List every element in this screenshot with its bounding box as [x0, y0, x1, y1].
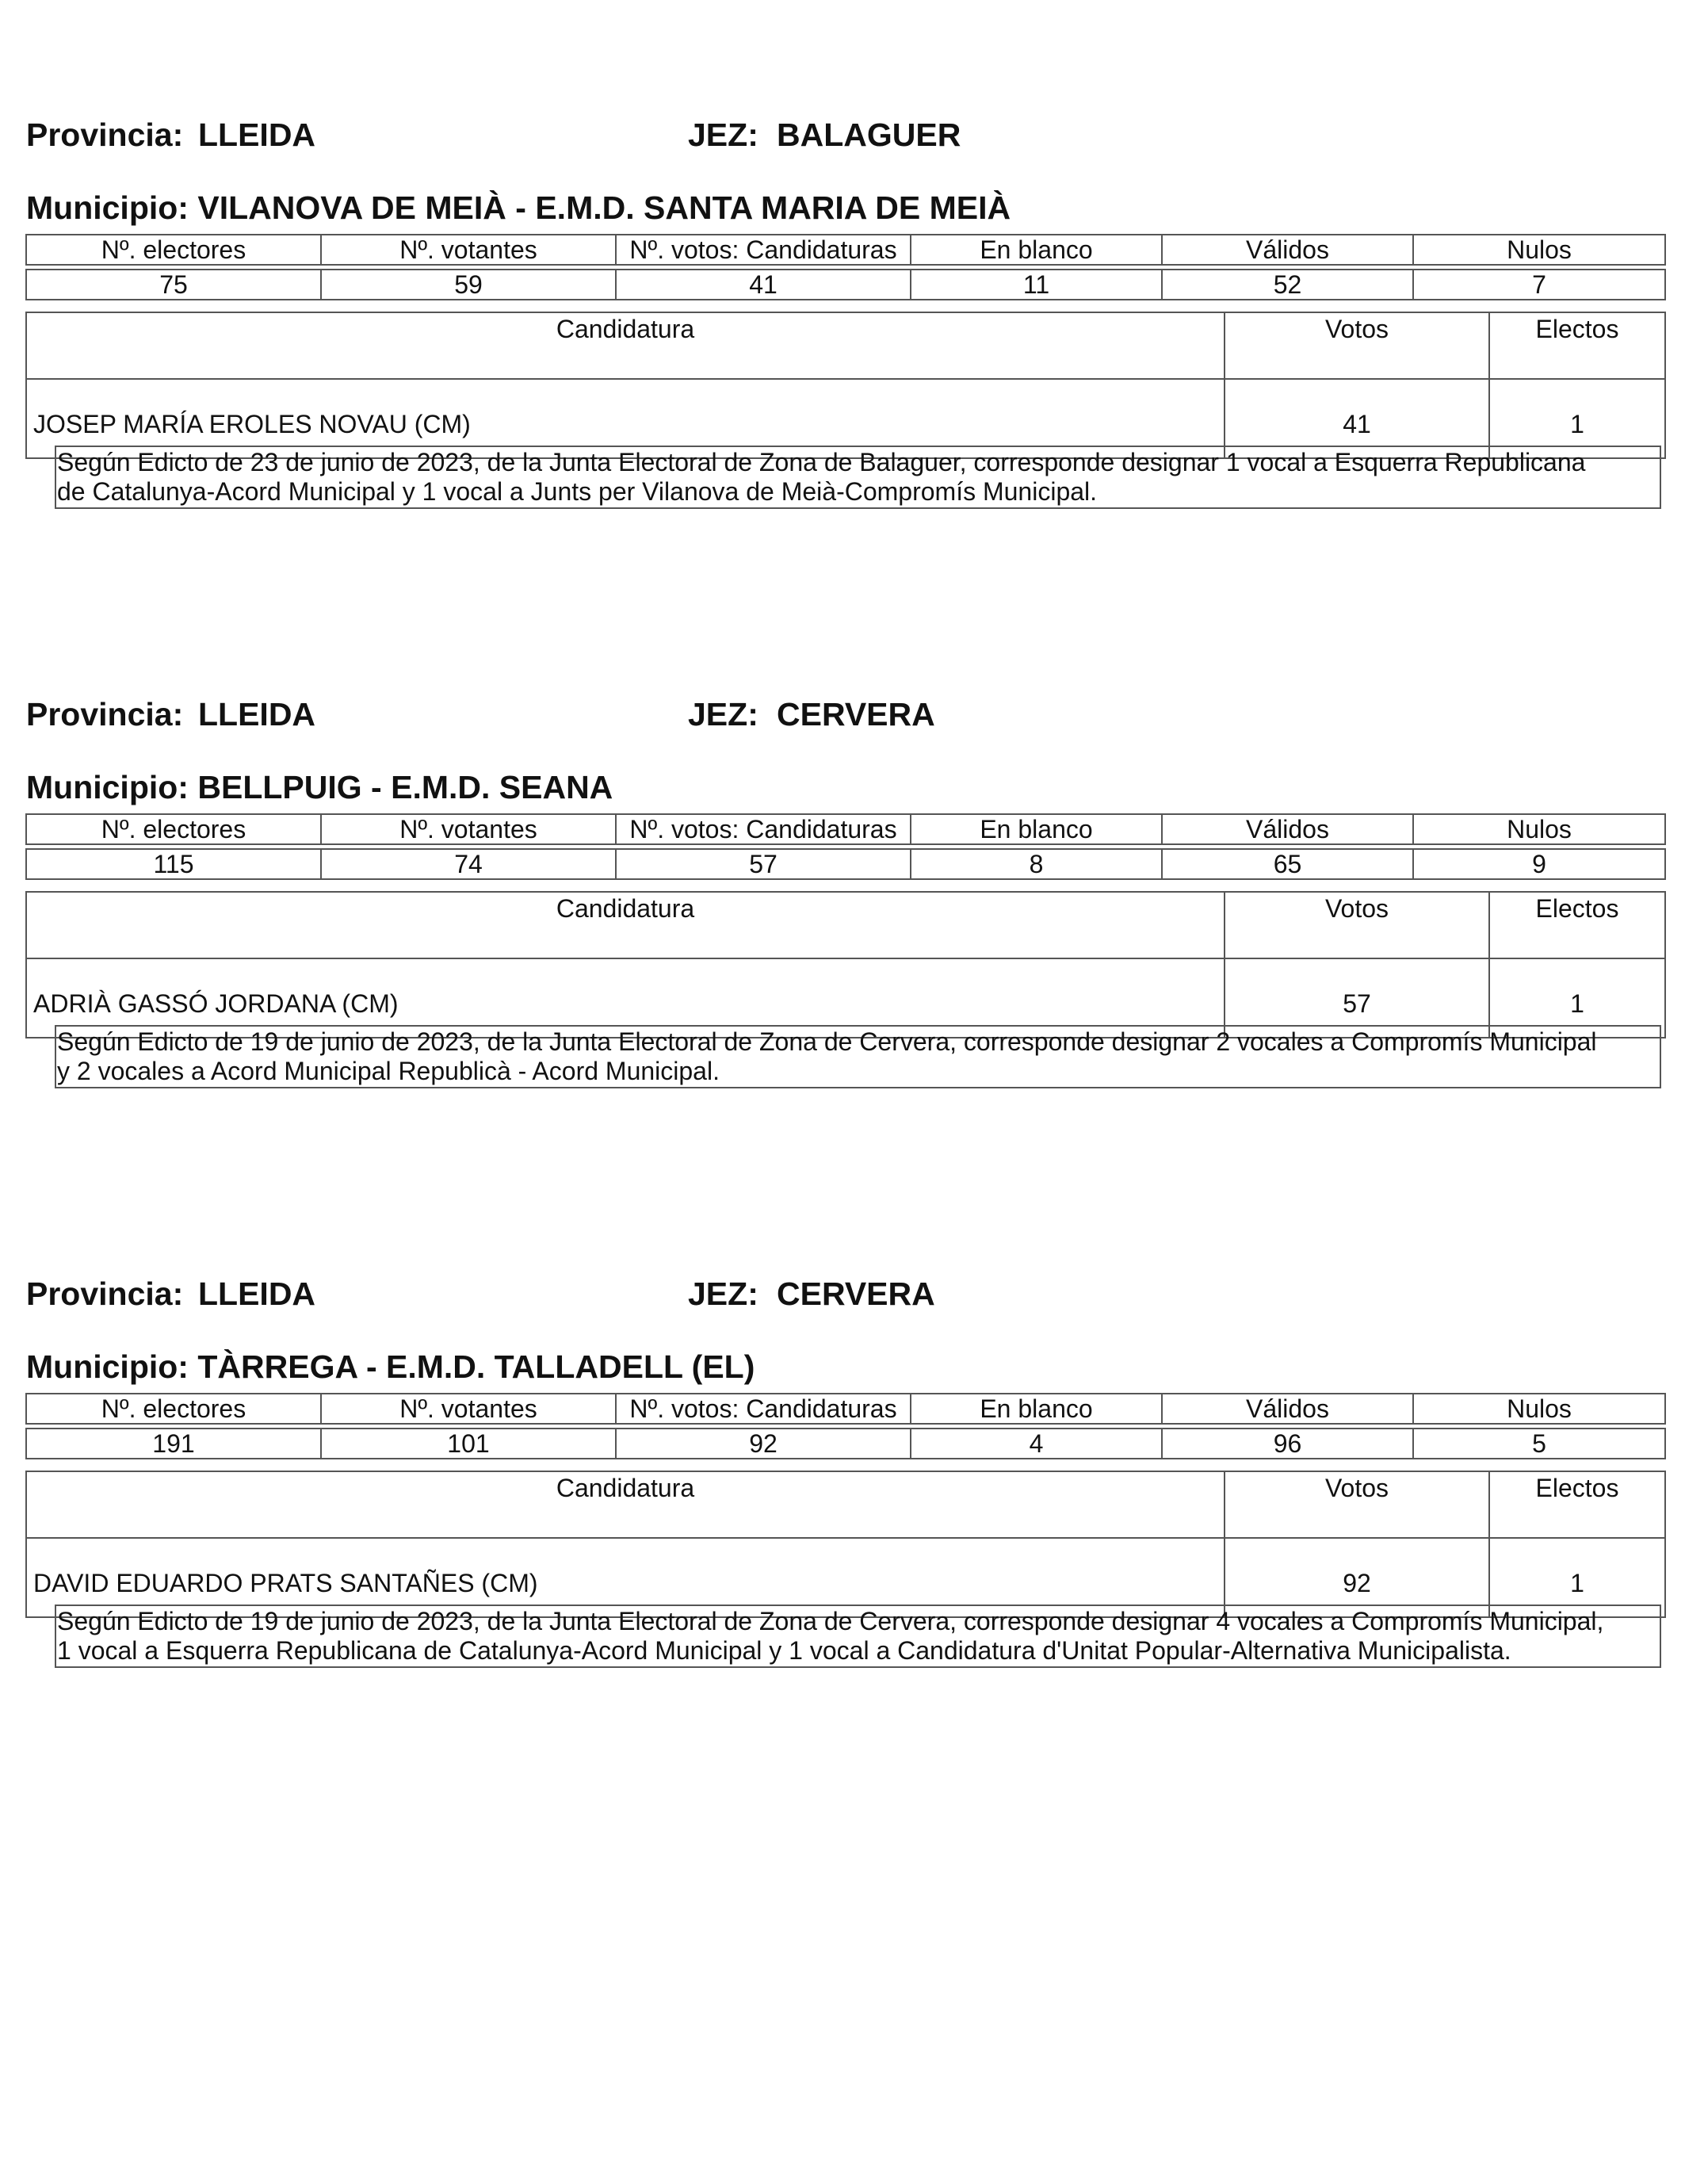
- header-votos: Votos: [1225, 312, 1489, 379]
- municipio-label: Municipio:: [26, 189, 189, 226]
- edicto-note: [55, 446, 1661, 509]
- header-electos: Electos: [1489, 1471, 1665, 1538]
- candidate-votos: 41: [1225, 379, 1489, 458]
- header-en-blanco: En blanco: [911, 1394, 1162, 1424]
- header-votos: Votos: [1225, 892, 1489, 958]
- provincia-label: Provincia:: [26, 696, 184, 732]
- cand-header-row: [26, 312, 1665, 379]
- cand-header-row: [26, 1471, 1665, 1538]
- note-line-2: de Catalunya-Acord Municipal y 1 vocal a Junts per Vilanova de Meià-Compromís Municipal.: [57, 477, 1098, 506]
- note-line-2: y 2 vocales a Acord Municipal Republicà - Acord Municipal.: [57, 1057, 720, 1085]
- value-en-blanco: 4: [911, 1429, 1162, 1459]
- header-electores: Nº. electores: [26, 1394, 321, 1424]
- header-nulos: Nulos: [1413, 1394, 1665, 1424]
- note-line-2: 1 vocal a Esquerra Republicana de Catalunya-Acord Municipal y 1 vocal a Candidatura d'Unitat Popular-Alternativa Municipalista.: [57, 1636, 1511, 1665]
- header-votantes: Nº. votantes: [321, 235, 616, 265]
- section-3: [0, 1270, 1685, 1849]
- header-electores: Nº. electores: [26, 814, 321, 844]
- municipio-line: [26, 184, 1011, 231]
- stats-header-row: [26, 814, 1665, 844]
- value-nulos: 9: [1413, 849, 1665, 879]
- note-line-1: Según Edicto de 23 de junio de 2023, de la Junta Electoral de Zona de Balaguer, corresponde designar 1 vocal a Esquerra Republicana: [57, 448, 1586, 476]
- provincia-label: Provincia:: [26, 1276, 184, 1312]
- stats-value-row: [26, 270, 1665, 300]
- value-validos: 52: [1162, 270, 1413, 300]
- provincia-value: LLEIDA: [198, 1276, 316, 1312]
- stats-table: [25, 813, 1666, 880]
- value-votantes: 59: [321, 270, 616, 300]
- header-validos: Válidos: [1162, 1394, 1413, 1424]
- note-line-1: Según Edicto de 19 de junio de 2023, de la Junta Electoral de Zona de Cervera, corresponde designar 2 vocales a Compromís Municipal: [57, 1027, 1597, 1056]
- value-electores: 191: [26, 1429, 321, 1459]
- value-nulos: 7: [1413, 270, 1665, 300]
- municipio-value: TÀRREGA - E.M.D. TALLADELL (EL): [197, 1348, 755, 1385]
- candidate-name: ADRIÀ GASSÓ JORDANA (CM): [26, 958, 1225, 1038]
- value-en-blanco: 8: [911, 849, 1162, 879]
- candidate-name: DAVID EDUARDO PRATS SANTAÑES (CM): [26, 1538, 1225, 1617]
- value-votos-candidaturas: 41: [616, 270, 911, 300]
- value-validos: 96: [1162, 1429, 1413, 1459]
- jez-label: JEZ:: [688, 117, 758, 153]
- value-votantes: 74: [321, 849, 616, 879]
- value-nulos: 5: [1413, 1429, 1665, 1459]
- candidate-votos: 57: [1225, 958, 1489, 1038]
- stats-table: [25, 1393, 1666, 1459]
- candidatura-table: [25, 312, 1666, 459]
- stats-value-row: [26, 1429, 1665, 1459]
- provincia-value: LLEIDA: [198, 696, 316, 732]
- header-validos: Válidos: [1162, 814, 1413, 844]
- edicto-note: [55, 1605, 1661, 1668]
- header-electos: Electos: [1489, 312, 1665, 379]
- header-electores: Nº. electores: [26, 235, 321, 265]
- jez-value: BALAGUER: [777, 117, 961, 153]
- edicto-note: [55, 1025, 1661, 1088]
- municipio-value: VILANOVA DE MEIÀ - E.M.D. SANTA MARIA DE MEIÀ: [197, 189, 1011, 226]
- header-en-blanco: En blanco: [911, 235, 1162, 265]
- jez-value: CERVERA: [777, 1276, 935, 1312]
- stats-value-row: [26, 849, 1665, 879]
- header-votantes: Nº. votantes: [321, 1394, 616, 1424]
- provincia-label: Provincia:: [26, 117, 184, 153]
- municipio-label: Municipio:: [26, 769, 189, 805]
- jez-label: JEZ:: [688, 696, 758, 732]
- municipio-label: Municipio:: [26, 1348, 189, 1385]
- candidate-name: JOSEP MARÍA EROLES NOVAU (CM): [26, 379, 1225, 458]
- header-line: [0, 690, 1685, 738]
- header-votantes: Nº. votantes: [321, 814, 616, 844]
- header-electos: Electos: [1489, 892, 1665, 958]
- municipio-value: BELLPUIG - E.M.D. SEANA: [197, 769, 613, 805]
- value-validos: 65: [1162, 849, 1413, 879]
- provincia-value: LLEIDA: [198, 117, 316, 153]
- header-candidatura: Candidatura: [26, 892, 1225, 958]
- value-votos-candidaturas: 57: [616, 849, 911, 879]
- candidate-electos: 1: [1489, 379, 1665, 458]
- value-votantes: 101: [321, 1429, 616, 1459]
- header-line: [0, 111, 1685, 159]
- header-candidatura: Candidatura: [26, 1471, 1225, 1538]
- candidatura-table: [25, 1471, 1666, 1618]
- municipio-line: [26, 763, 613, 811]
- municipio-line: [26, 1343, 755, 1390]
- header-nulos: Nulos: [1413, 814, 1665, 844]
- section-2: [0, 690, 1685, 1269]
- value-electores: 115: [26, 849, 321, 879]
- header-validos: Válidos: [1162, 235, 1413, 265]
- cand-header-row: [26, 892, 1665, 958]
- header-votos: Votos: [1225, 1471, 1489, 1538]
- header-line: [0, 1270, 1685, 1318]
- section-1: [0, 111, 1685, 690]
- header-votos-candidaturas: Nº. votos: Candidaturas: [616, 235, 911, 265]
- note-line-1: Según Edicto de 19 de junio de 2023, de la Junta Electoral de Zona de Cervera, corresponde designar 4 vocales a Compromís Municipal,: [57, 1607, 1604, 1635]
- value-electores: 75: [26, 270, 321, 300]
- candidate-votos: 92: [1225, 1538, 1489, 1617]
- header-candidatura: Candidatura: [26, 312, 1225, 379]
- candidatura-table: [25, 891, 1666, 1038]
- header-nulos: Nulos: [1413, 235, 1665, 265]
- candidate-electos: 1: [1489, 1538, 1665, 1617]
- value-votos-candidaturas: 92: [616, 1429, 911, 1459]
- jez-value: CERVERA: [777, 696, 935, 732]
- value-en-blanco: 11: [911, 270, 1162, 300]
- jez-label: JEZ:: [688, 1276, 758, 1312]
- header-en-blanco: En blanco: [911, 814, 1162, 844]
- header-votos-candidaturas: Nº. votos: Candidaturas: [616, 814, 911, 844]
- header-votos-candidaturas: Nº. votos: Candidaturas: [616, 1394, 911, 1424]
- candidate-electos: 1: [1489, 958, 1665, 1038]
- stats-header-row: [26, 1394, 1665, 1424]
- stats-header-row: [26, 235, 1665, 265]
- stats-table: [25, 234, 1666, 300]
